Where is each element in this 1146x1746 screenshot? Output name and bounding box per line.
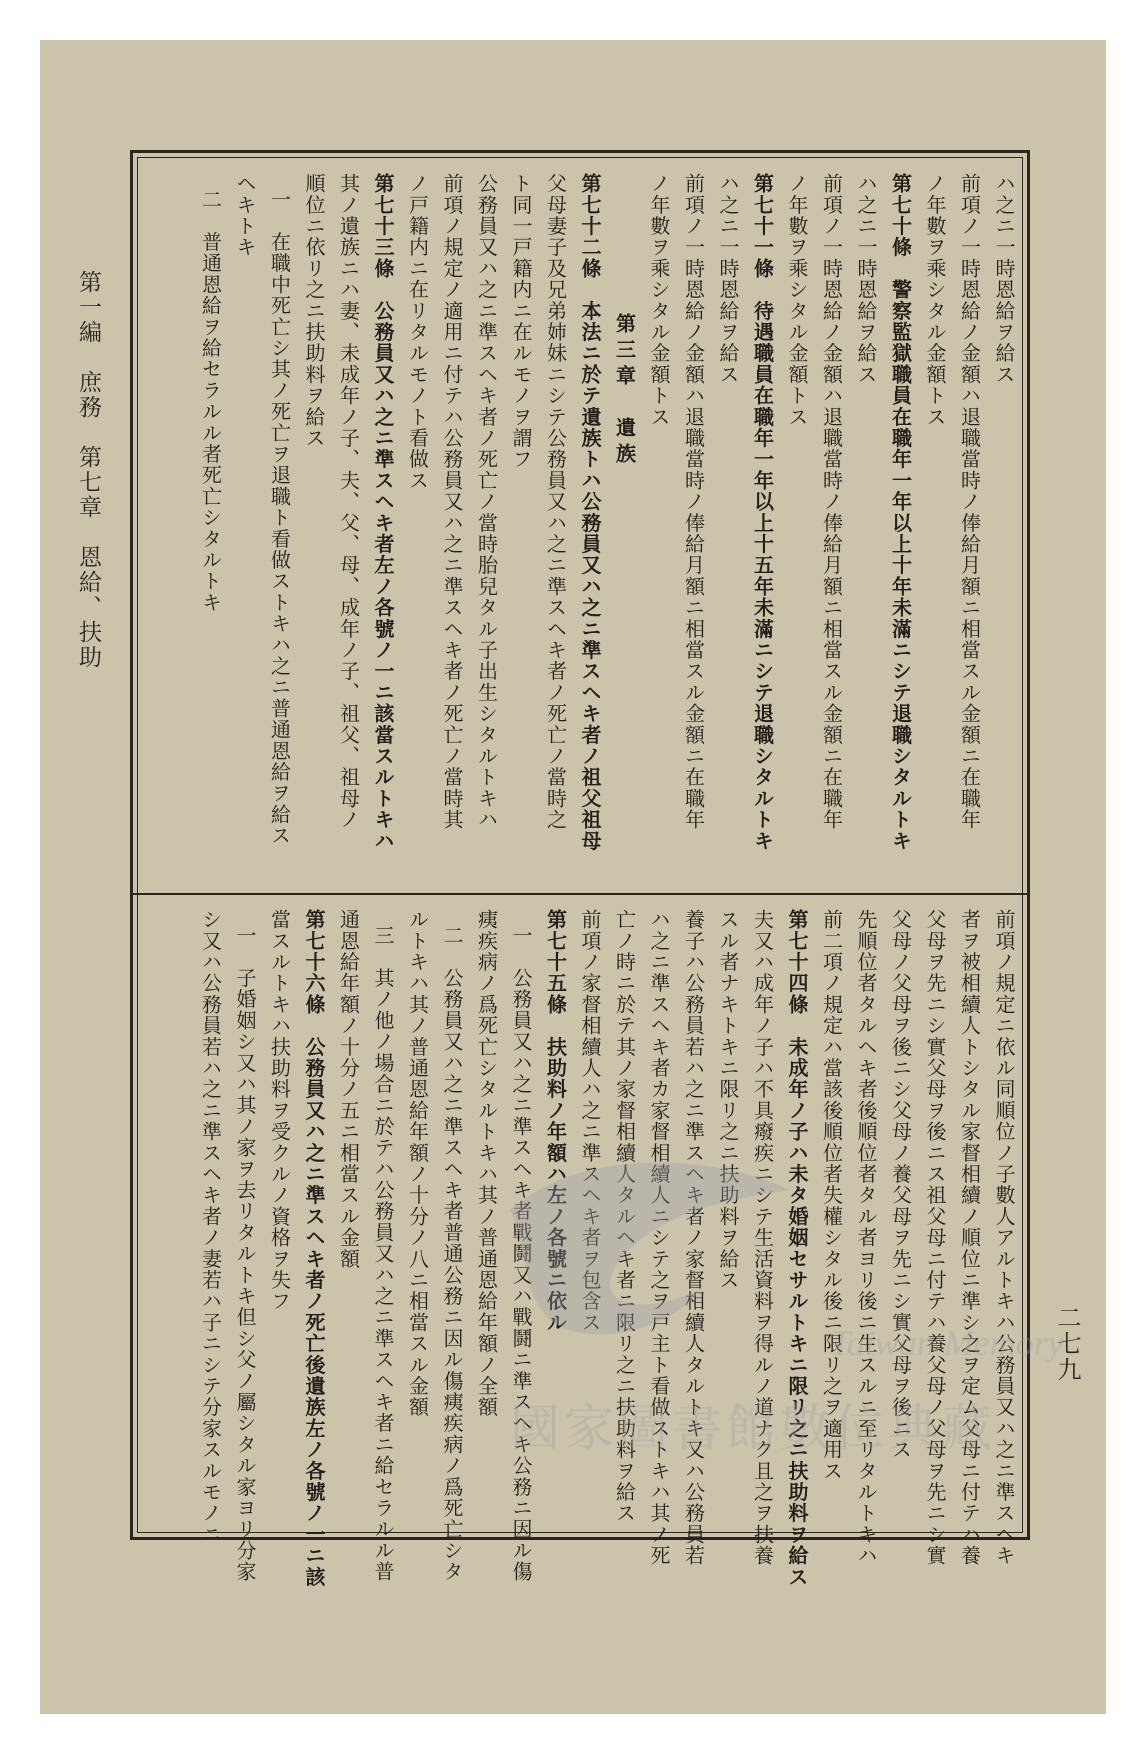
text-column: スル者ナキトキニ限リ之ニ扶助料ヲ給ス: [716, 909, 740, 1291]
text-column: ノ年數ヲ乘シタル金額トス: [785, 173, 809, 428]
text-column: 通恩給年額ノ十分ノ五ニ相當スル金額: [336, 909, 361, 1270]
page-number: 二七九: [1053, 1305, 1081, 1383]
text-column: ハ之ニ一時恩給ヲ給ス: [992, 173, 1016, 385]
block-divider: [133, 893, 1027, 895]
text-column: 一 在職中死亡シ其ノ死亡ヲ退職ト看做ストキハ之ニ普通恩給ヲ給ス: [267, 189, 292, 847]
text-column: 前項ノ規定ノ適用ニ付テハ公務員又ハ之ニ準スヘキ者ノ死亡ノ當時其: [440, 173, 464, 831]
text-column: 痍疾病ノ爲死亡シタルトキハ其ノ普通恩給年額ノ全額: [474, 909, 499, 1418]
text-column: ヘキトキ: [233, 173, 257, 258]
text-column: 其ノ遺族ニハ妻、未成年ノ子、夫、父、母、成年ノ子、祖父、祖母ノ: [336, 173, 361, 831]
text-column: ノ年數ヲ乘シタル金額トス: [923, 173, 947, 428]
text-column: 先順位者タルヘキ者後順位者タル者ヨリ後ニ生スルニ至リタルトキハ: [854, 909, 878, 1567]
text-column: ルトキハ其ノ普通恩給年額ノ十分ノ八ニ相當スル金額: [405, 909, 430, 1418]
text-column: 亡ノ時ニ於テ其ノ家督相續人タルヘキ者ニ限リ之ニ扶助料ヲ給ス: [612, 909, 637, 1524]
running-header: 第一編 庶務 第七章 恩給、扶助: [75, 270, 101, 670]
text-column: ノ年數ヲ乘シタル金額トス: [647, 173, 671, 428]
text-column: 養子ハ公務員若ハ之ニ準スヘキ者ノ家督相續人タルトキ又ハ公務員若: [681, 909, 706, 1567]
text-column: 第七十條 警察監獄職員在職年一年以上十年未滿ニシテ退職シタルトキ: [888, 173, 913, 852]
text-column: ノ戸籍内ニ在リタルモノト看做ス: [405, 173, 430, 491]
text-column: 第七十三條 公務員又ハ之ニ準スヘキ者左ノ各號ノ一ニ該當スルトキハ: [371, 173, 395, 852]
text-column: 前項ノ一時恩給ノ金額ハ退職當時ノ俸給月額ニ相當スル金額ニ在職年: [819, 173, 844, 831]
text-column: 第三章 遺族: [612, 313, 637, 469]
text-column: 二 普通恩給ヲ給セラルル者死亡シタルトキ: [198, 189, 223, 613]
text-column: 父母ノ父母ヲ後ニシ父母ノ養父母ヲ先ニシ實父母ヲ後ニス: [888, 909, 913, 1461]
text-column: 一 公務員又ハ之ニ準スヘキ者戰鬪又ハ戰鬪ニ準スヘキ公務ニ因ル傷: [509, 925, 533, 1583]
text-column: 第七十四條 未成年ノ子ハ未タ婚姻セサルトキニ限リ之ニ扶助料ヲ給ス: [785, 909, 809, 1588]
upper-text-block: [145, 173, 1021, 852]
text-column: 前項ノ一時恩給ノ金額ハ退職當時ノ俸給月額ニ相當スル金額ニ在職年: [957, 173, 982, 831]
text-column: 第七十六條 公務員又ハ之ニ準スヘキ者ノ死亡後遺族左ノ各號ノ一ニ該: [302, 909, 326, 1588]
text-column: 父母ヲ先ニシ實父母ヲ後ニス祖父母ニ付テハ養父母ノ父母ヲ先ニシ實: [923, 909, 947, 1567]
text-column: 前二項ノ規定ハ當該後順位者失權シタル後ニ限リ之ヲ適用ス: [819, 909, 844, 1482]
text-column: 第七十二條 本法ニ於テ遺族トハ公務員又ハ之ニ準スヘキ者ノ祖父祖母: [578, 173, 602, 852]
text-column: 者ヲ被相續人トシタル家督相續ノ順位ニ準シ之ヲ定ム父母ニ付テハ養: [957, 909, 982, 1567]
lower-text-block: [145, 909, 1021, 1588]
text-column: 前項ノ規定ニ依ル同順位ノ子數人アルトキハ公務員又ハ之ニ準スヘキ: [992, 909, 1016, 1567]
text-column: ト同一戸籍内ニ在ルモノヲ謂フ: [509, 173, 533, 470]
text-column: ハ之ニ準スヘキ者カ家督相續人ニシテ之ヲ戸主ト看做ストキハ其ノ死: [647, 909, 671, 1567]
text-frame: [130, 150, 1030, 1588]
text-column: 公務員又ハ之ニ準スヘキ者ノ死亡ノ當時胎兒タル子出生シタルトキハ: [474, 173, 499, 831]
text-column: 第七十一條 待遇職員在職年一年以上十五年未滿ニシテ退職シタルトキ: [750, 173, 775, 852]
text-column: 三 其ノ他ノ場合ニ於テハ公務員又ハ之ニ準スヘキ者ニ給セラルル普: [371, 925, 395, 1583]
text-column: 第七十五條 扶助料ノ年額ハ左ノ各號ニ依ル: [543, 909, 568, 1333]
text-column: 夫又ハ成年ノ子ハ不具癈疾ニシテ生活資料ヲ得ルノ道ナク且之ヲ扶養: [750, 909, 775, 1567]
watermark-title-en: Taiwan Memory: [830, 1323, 1064, 1363]
page: [40, 40, 1106, 1714]
text-column: 前項ノ家督相續人ハ之ニ準スヘキ者ヲ包含ス: [578, 909, 602, 1333]
text-column: 前項ノ一時恩給ノ金額ハ退職當時ノ俸給月額ニ相當スル金額ニ在職年: [681, 173, 706, 831]
text-column: ハ之ニ一時恩給ヲ給ス: [716, 173, 740, 385]
text-column: 二 公務員又ハ之ニ準スヘキ者普通公務ニ因ル傷痍疾病ノ爲死亡シタ: [440, 925, 464, 1583]
watermark-title-zh: 國家圖書館數位典藏: [510, 1399, 996, 1457]
text-column: 父母妻子及兄弟姉妹ニシテ公務員又ハ之ニ準スヘキ者ノ死亡ノ當時之: [543, 173, 568, 831]
text-column: 順位ニ依リ之ニ扶助料ヲ給ス: [302, 173, 326, 449]
text-column: 一 子婚姻シ又ハ其ノ家ヲ去リタルトキ但シ父ノ屬シタル家ヨリ分家: [233, 925, 257, 1583]
text-column: ハ之ニ一時恩給ヲ給ス: [854, 173, 878, 385]
text-column: シ又ハ公務員若ハ之ニ準スヘキ者ノ妻若ハ子ニシテ分家スルモノニ: [198, 909, 223, 1545]
text-column: 當スルトキハ扶助料ヲ受クルノ資格ヲ失フ: [267, 909, 292, 1312]
